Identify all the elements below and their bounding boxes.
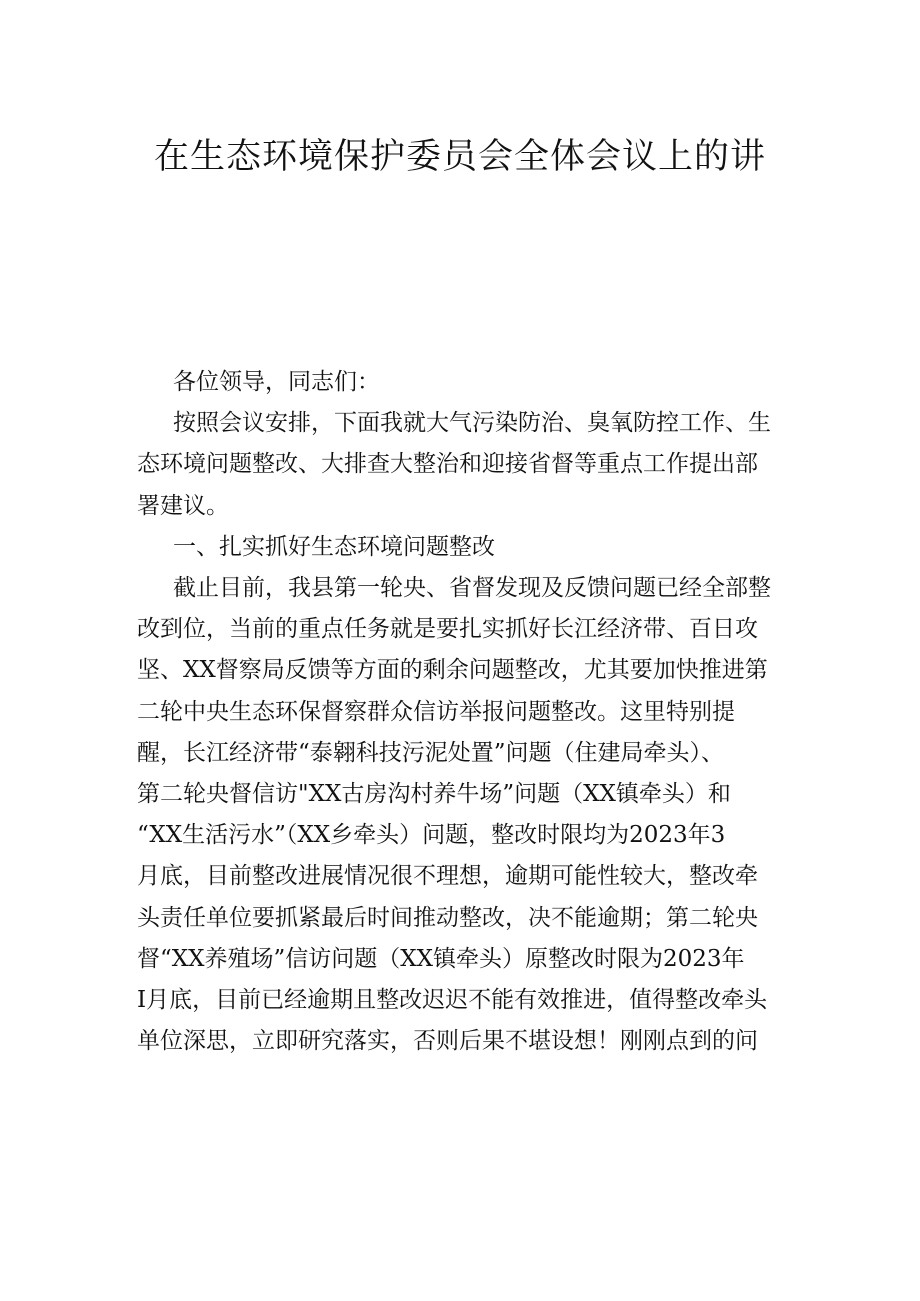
- salutation: 各位领导，同志们：: [173, 369, 380, 395]
- section-line: 督“XX养殖场”信访问题（XX镇牵头）原整改时限为2023年: [137, 945, 745, 972]
- intro-paragraph: [137, 403, 777, 527]
- section-line: “XX生活污水”（XX乡牵头）问题，整改时限均为2023年3: [137, 822, 726, 849]
- section-line: 月底，目前整改进展情况很不理想，逾期可能性较大，整改牵: [137, 863, 758, 890]
- section-line: 头责任单位要抓紧最后时间推动整改，决不能逾期；第二轮央: [137, 904, 758, 931]
- section-line: 截止目前，我县第一轮央、省督发现及反馈问题已经全部整: [173, 575, 771, 602]
- document-body: [137, 362, 777, 1062]
- section-heading: 一、扎实抓好生态环境问题整改: [173, 533, 495, 560]
- intro-line: 态环境问题整改、大排查大整治和迎接省督等重点工作提出部: [137, 451, 758, 478]
- section-paragraph: [137, 568, 777, 1062]
- section-line: 第二轮央督信访"XX古房沟村养牛场”问题（XX镇牵头）和: [137, 781, 731, 808]
- section-line: 坚、XX督察局反馈等方面的剩余问题整改，尤其要加快推进第: [137, 657, 768, 684]
- section-line: 单位深思，立即研究落实，否则后果不堪设想！刚刚点到的问: [137, 1028, 758, 1055]
- section-line: 醒，长江经济带“泰翱科技污泥处置”问题（住建局牵头）、: [137, 739, 725, 766]
- section-line: 改到位，当前的重点任务就是要扎实抓好长江经济带、百日攻: [137, 616, 758, 643]
- section-line: I月底，目前已经逾期且整改迟迟不能有效推进，值得整改牵头: [137, 987, 768, 1014]
- document-title: 在生态环境保护委员会全体会议上的讲: [153, 137, 766, 177]
- section-line: 二轮中央生态环保督察群众信访举报问题整改。这里特别提: [137, 698, 735, 725]
- intro-line: 按照会议安排，下面我就大气污染防治、臭氧防控工作、生: [173, 410, 771, 437]
- intro-line: 署建议。: [137, 492, 229, 519]
